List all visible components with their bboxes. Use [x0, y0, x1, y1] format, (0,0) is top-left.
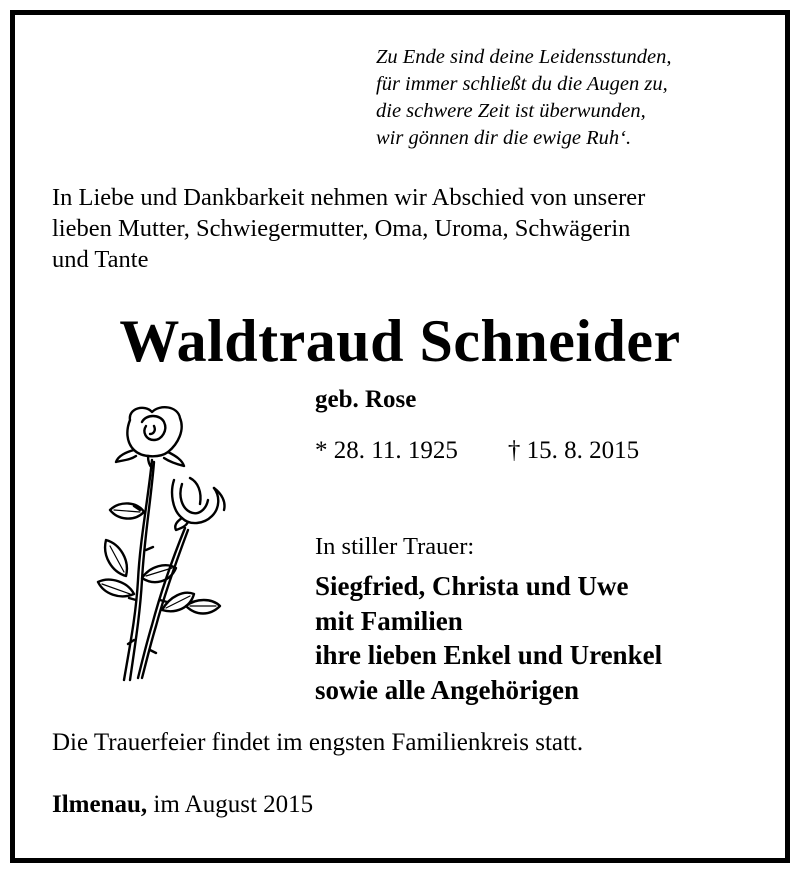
rose-icon: [90, 400, 230, 690]
mourners-list: [315, 569, 662, 707]
mourner-line: sowie alle Angehörigen: [315, 674, 579, 705]
place-date: im August 2015: [147, 791, 314, 818]
poem: [376, 44, 672, 152]
intro-line: In Liebe und Dankbarkeit nehmen wir Abschied von unserer: [52, 184, 646, 211]
intro-text: [52, 182, 762, 275]
funeral-note: Die Trauerfeier findet im engsten Familienkreis statt.: [52, 729, 584, 756]
place-and-date: [52, 791, 313, 819]
poem-line: wir gönnen dir die ewige Ruh‘.: [376, 127, 632, 149]
mourner-line: Siegfried, Christa und Uwe: [315, 571, 629, 601]
poem-line: die schwere Zeit ist überwunden,: [376, 100, 646, 122]
grief-intro: In stiller Trauer:: [315, 533, 475, 560]
deceased-name: Waldtraud Schneider: [119, 308, 681, 374]
mourner-line: mit Familien: [315, 605, 463, 636]
poem-line: Zu Ende sind deine Leidensstunden,: [376, 46, 672, 68]
place-name: Ilmenau,: [52, 791, 148, 818]
mourner-line: ihre lieben Enkel und Urenkel: [315, 640, 663, 670]
intro-line: lieben Mutter, Schwiegermutter, Oma, Uroma, Schwägerin: [52, 215, 631, 242]
intro-line: und Tante: [52, 246, 149, 273]
birth-date: * 28. 11. 1925: [315, 437, 458, 464]
death-date: † 15. 8. 2015: [507, 437, 640, 464]
life-dates: [315, 437, 639, 465]
birth-name: geb. Rose: [315, 386, 417, 413]
poem-line: für immer schließt du die Augen zu,: [376, 73, 668, 95]
